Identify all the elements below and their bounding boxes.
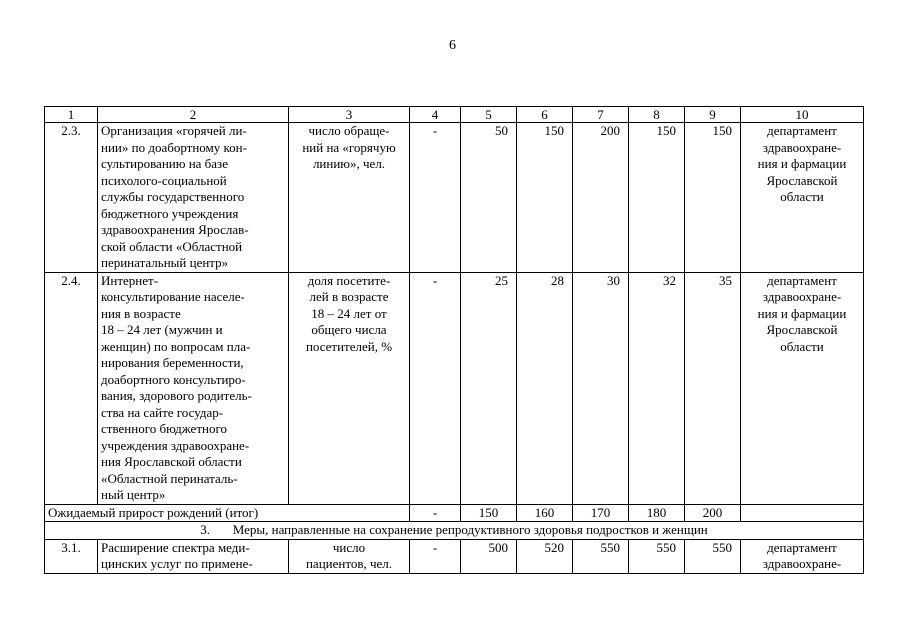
column-header: 5 xyxy=(461,107,517,123)
text-line: психолого-социальной xyxy=(101,172,227,188)
measure-name xyxy=(98,272,289,504)
section-heading-row xyxy=(45,522,864,540)
base-value: - xyxy=(410,504,461,522)
text-line: Ярославской xyxy=(766,172,838,188)
year-value: 28 xyxy=(517,272,573,504)
column-header: 2 xyxy=(98,107,289,123)
text-line: посетителей, % xyxy=(305,338,393,354)
year-value: 520 xyxy=(517,539,573,573)
text-line: здравоохране- xyxy=(762,289,842,304)
text-line: департамент xyxy=(767,539,837,555)
text-line: лей в возрасте xyxy=(309,289,389,304)
text-line: общего числа xyxy=(311,322,387,337)
text-line: ской области «Областной xyxy=(101,238,243,254)
page-number: 6 xyxy=(449,38,456,53)
text-line: Ярославской xyxy=(766,322,838,337)
empty-cell xyxy=(741,504,864,522)
year-value: 30 xyxy=(573,272,629,504)
column-header: 6 xyxy=(517,107,573,123)
text-line: ния в возрасте xyxy=(101,305,181,321)
text-line: сультированию на базе xyxy=(101,156,228,171)
year-value: 32 xyxy=(629,272,685,504)
year-value: 150 xyxy=(461,504,517,522)
executor xyxy=(741,272,864,504)
text-line: учреждения здравоохране- xyxy=(101,437,250,453)
total-row xyxy=(45,504,864,522)
text-line: ния Ярославской области xyxy=(101,454,242,469)
year-value: 160 xyxy=(517,504,573,522)
text-line: число xyxy=(332,539,366,555)
column-header: 9 xyxy=(685,107,741,123)
text-line: службы государственного xyxy=(101,189,245,204)
year-value: 50 xyxy=(461,123,517,273)
text-line: нирования беременности, xyxy=(101,355,244,370)
row-number: 2.3. xyxy=(45,123,98,273)
text-line: ственного бюджетного xyxy=(101,421,227,436)
text-line: области xyxy=(780,338,824,354)
year-value: 150 xyxy=(517,123,573,273)
base-value: - xyxy=(410,272,461,504)
text-line: женщин) по вопросам пла- xyxy=(101,338,251,354)
section-title: Меры, направленные на сохранение репродуктивного здоровья подростков и женщин xyxy=(232,522,708,537)
column-header: 3 xyxy=(289,107,410,123)
column-header: 7 xyxy=(573,107,629,123)
row-number: 2.4. xyxy=(45,272,98,504)
column-header: 8 xyxy=(629,107,685,123)
text-line: доля посетите- xyxy=(307,272,391,288)
column-header: 1 xyxy=(45,107,98,123)
text-line: вания, здорового родитель- xyxy=(101,388,252,403)
year-value: 550 xyxy=(629,539,685,573)
text-line: Интернет- xyxy=(101,272,159,288)
column-header: 4 xyxy=(410,107,461,123)
indicator xyxy=(289,272,410,504)
text-line: департамент xyxy=(767,272,837,288)
base-value: - xyxy=(410,539,461,573)
table-row xyxy=(45,272,864,504)
column-header: 10 xyxy=(741,107,864,123)
text-line: нии» по доабортному кон- xyxy=(101,139,247,155)
text-line: здравоохране- xyxy=(762,556,842,571)
text-line: Расширение спектра меди- xyxy=(101,539,250,555)
text-line: ный центр» xyxy=(101,487,166,502)
text-line: ния и фармации xyxy=(757,305,847,321)
indicator xyxy=(289,539,410,573)
table-row xyxy=(45,123,864,273)
text-line: здравоохране- xyxy=(762,139,842,155)
year-value: 150 xyxy=(685,123,741,273)
text-line: число обраще- xyxy=(308,123,390,138)
text-line: ний на «горячую xyxy=(302,139,396,155)
row-number: 3.1. xyxy=(45,539,98,573)
section-heading xyxy=(45,522,864,540)
text-line: цинских услуг по примене- xyxy=(101,556,253,571)
text-line: 18 – 24 лет от xyxy=(311,305,387,321)
text-line: области xyxy=(780,189,824,204)
text-line: пациентов, чел. xyxy=(305,556,393,571)
text-line: ства на сайте государ- xyxy=(101,404,224,420)
text-line: доабортного консультиро- xyxy=(101,371,246,387)
base-value: - xyxy=(410,123,461,273)
year-value: 35 xyxy=(685,272,741,504)
measure-name xyxy=(98,123,289,273)
indicator xyxy=(289,123,410,273)
executor xyxy=(741,539,864,573)
year-value: 500 xyxy=(461,539,517,573)
text-line: здравоохранения Ярослав- xyxy=(101,222,249,237)
text-line: линию», чел. xyxy=(312,156,386,171)
year-value: 550 xyxy=(573,539,629,573)
year-value: 170 xyxy=(573,504,629,522)
text-line: «Областной перинаталь- xyxy=(101,470,238,486)
table-row xyxy=(45,539,864,573)
text-line: перинатальный центр» xyxy=(101,255,229,270)
table-header-row xyxy=(45,107,864,123)
year-value: 550 xyxy=(685,539,741,573)
section-number: 3. xyxy=(200,522,210,537)
year-value: 150 xyxy=(629,123,685,273)
year-value: 180 xyxy=(629,504,685,522)
year-value: 200 xyxy=(573,123,629,273)
text-line: департамент xyxy=(767,123,837,138)
year-value: 200 xyxy=(685,504,741,522)
text-line: бюджетного учреждения xyxy=(101,205,239,221)
total-label: Ожидаемый прирост рождений (итог) xyxy=(45,504,410,522)
measure-name xyxy=(98,539,289,573)
text-line: консультирование населе- xyxy=(101,289,245,304)
text-line: 18 – 24 лет (мужчин и xyxy=(101,322,223,337)
measures-table xyxy=(44,106,864,574)
year-value: 25 xyxy=(461,272,517,504)
text-line: Организация «горячей ли- xyxy=(101,123,247,138)
text-line: ния и фармации xyxy=(757,156,847,171)
executor xyxy=(741,123,864,273)
